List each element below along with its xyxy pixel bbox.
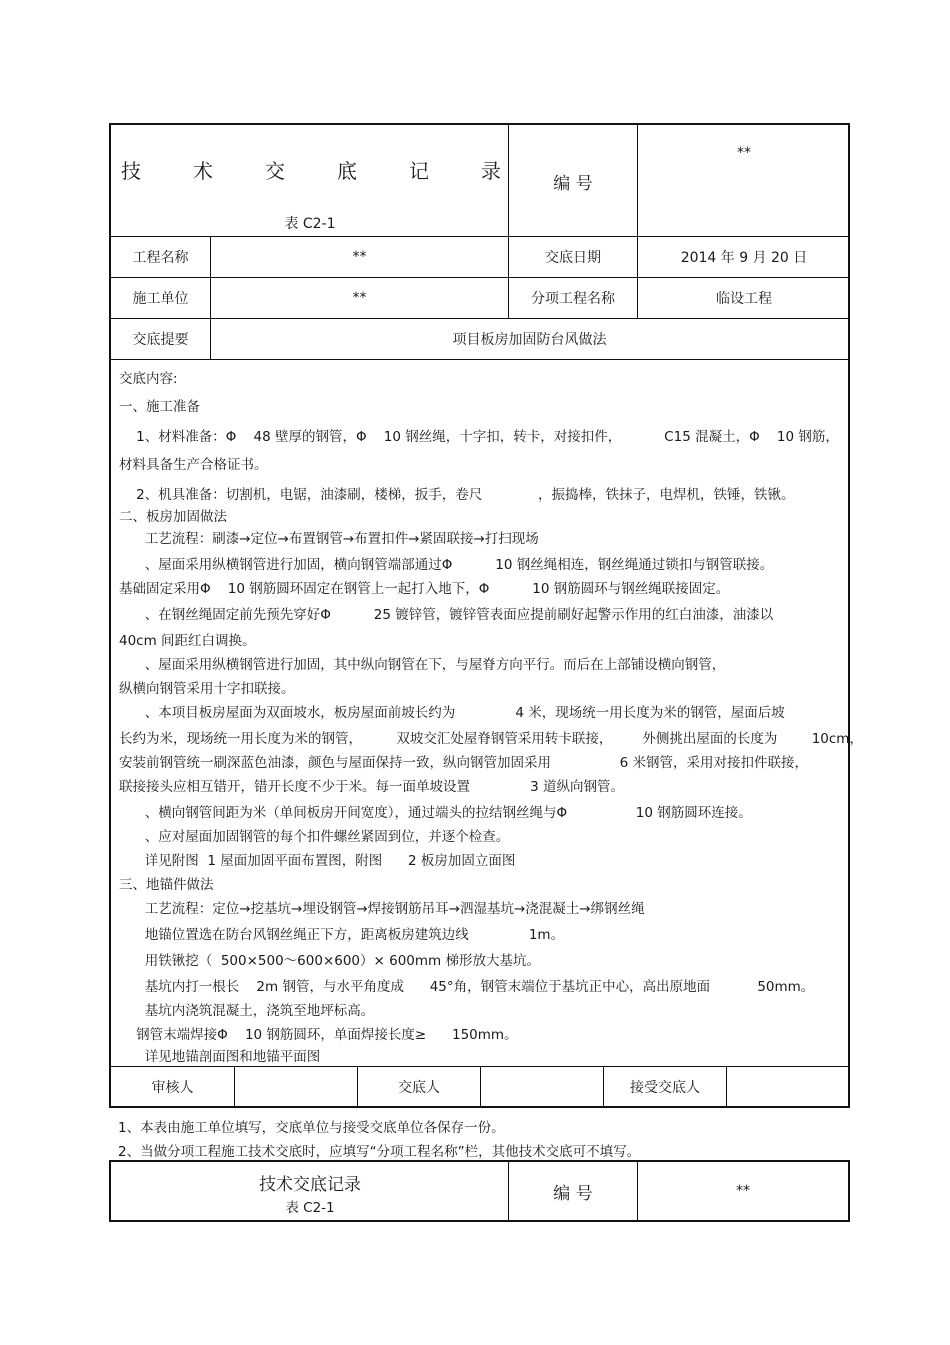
content-line: 联接接头应相互错开，错开长度不少于米。每一面单坡设置 3 道纵向钢管。: [119, 779, 624, 795]
content-line: 一、施工准备: [119, 399, 200, 415]
title-char: 记: [409, 159, 429, 183]
footnote: 1、本表由施工单位填写，交底单位与接受交底单位各保存一份。: [118, 1120, 505, 1136]
content-line: 交底内容:: [119, 371, 178, 387]
discloser-signature: [481, 1067, 603, 1107]
disclosure-form: [109, 123, 863, 1108]
content-line: 用铁锹挖（ 500×500～600×600）× 600mm 梯形放大基坑。: [119, 953, 540, 969]
content-line: 地锚位置选在防台风钢丝绳正下方，距离板房建筑边线 1m。: [119, 927, 565, 943]
reviewer-label: 审核人: [151, 1080, 194, 1096]
content-line: 2、机具准备：切割机，电锯，油漆刷，楼梯，扳手，卷尺 ，振捣棒，铁抹子，电焊机，铁锤，铁锹。: [119, 487, 795, 503]
number-label: 编 号: [553, 173, 593, 194]
content-line: 工艺流程：刷漆→定位→布置钢管→布置扣件→紧固联接→打扫现场: [119, 531, 539, 547]
form-title: [121, 155, 501, 184]
content-line: 三、地锚件做法: [119, 877, 214, 893]
subproject-label: 分项工程名称: [531, 291, 615, 307]
subproject-value: 临设工程: [716, 291, 772, 307]
content-line: 详见地锚剖面图和地锚平面图: [119, 1049, 321, 1065]
title-char: 录: [481, 159, 501, 183]
unit-value: **: [352, 290, 367, 306]
form-code: 表 C2-1: [284, 216, 336, 232]
content-line: 、横向钢管间距为米（单间板房开间宽度），通过端头的拉结钢丝绳与Φ 10 钢筋圆环连接。: [119, 805, 752, 821]
reviewer-signature: [235, 1067, 357, 1107]
content-line: 40cm 间距红白调换。: [119, 633, 256, 649]
content-line: 长约为米，现场统一用长度为米的钢管， 双坡交汇处屋脊钢管采用转卡联接， 外侧挑出屋面的长度为 10cm，: [119, 731, 863, 747]
content-line: 、在钢丝绳固定前先预先穿好Φ 25 镀锌管，镀锌管表面应提前刷好起警示作用的红白油漆，油漆以: [119, 607, 774, 623]
next-number-label: 编 号: [553, 1183, 593, 1204]
content-line: 详见附图 1 屋面加固平面布置图，附图 2 板房加固立面图: [119, 853, 516, 869]
content-line: 1、材料准备：Φ 48 壁厚的钢管，Φ 10 钢丝绳，十字扣，转卡，对接扣件， C15 混凝土，Φ 10 钢筋，: [119, 429, 839, 445]
next-number-value: **: [736, 1183, 750, 1199]
unit-label: 施工单位: [132, 291, 189, 307]
content-line: 纵横向钢管采用十字扣联接。: [119, 681, 295, 697]
receiver-label: 接受交底人: [630, 1080, 700, 1096]
content-line: 二、板房加固做法: [119, 509, 227, 525]
title-char: 术: [193, 159, 213, 183]
content-line: 基坑内打一根长 2m 钢管，与水平角度成 45°角，钢管末端位于基坑正中心，高出原地面 50mm。: [119, 979, 815, 995]
date-label: 交底日期: [545, 250, 601, 266]
title-char: 底: [337, 159, 357, 183]
content-line: 基坑内浇筑混凝土，浇筑至地坪标高。: [119, 1003, 375, 1019]
content-line: 基础固定采用Φ 10 钢筋圆环固定在钢管上一起打入地下，Φ 10 钢筋圆环与钢丝绳联接固定。: [119, 581, 730, 597]
next-form-code: 表 C2-1: [285, 1200, 335, 1216]
content-line: 、屋面采用纵横钢管进行加固，其中纵向钢管在下，与屋脊方向平行。而后在上部铺设横向钢管，: [119, 657, 726, 673]
content-line: 钢管末端焊接Φ 10 钢筋圆环，单面焊接长度≥ 150mm。: [119, 1027, 518, 1043]
project-name-label: 工程名称: [132, 250, 189, 266]
content-line: 工艺流程：定位→挖基坑→埋设钢管→焊接钢筋吊耳→泗湿基坑→浇混凝土→绑钢丝绳: [119, 901, 645, 917]
number-value: **: [737, 145, 751, 161]
project-name-value: **: [352, 249, 367, 265]
content-line: 安装前钢管统一刷深蓝色油漆，颜色与屋面保持一致，纵向钢管加固采用 6 米钢管，采用对接扣件联接，: [119, 755, 809, 771]
next-title: 技术交底记录: [259, 1175, 361, 1195]
summary-label: 交底提要: [132, 332, 189, 348]
title-char: 技: [121, 159, 141, 183]
content-line: 、屋面采用纵横钢管进行加固，横向钢管端部通过Φ 10 钢丝绳相连，钢丝绳通过锁扣与钢管联接。: [119, 557, 774, 573]
summary-value: 项目板房加固防台风做法: [452, 332, 607, 348]
discloser-label: 交底人: [398, 1080, 440, 1096]
next-page-header: [109, 1160, 850, 1222]
content-line: 、本项目板房屋面为双面坡水，板房屋面前坡长约为 4 米，现场统一用长度为米的钢管，屋面后坡: [119, 705, 785, 721]
title-char: 交: [265, 159, 285, 183]
footnote: 2、当做分项工程施工技术交底时，应填写“分项工程名称”栏，其他技术交底可不填写。: [118, 1144, 641, 1160]
content-line: 、应对屋面加固钢管的每个扣件螺丝紧固到位，并逐个检查。: [119, 829, 510, 845]
date-value: 2014 年 9 月 20 日: [680, 250, 808, 266]
receiver-signature: [727, 1067, 848, 1107]
content-line: 材料具备生产合格证书。: [119, 457, 268, 473]
